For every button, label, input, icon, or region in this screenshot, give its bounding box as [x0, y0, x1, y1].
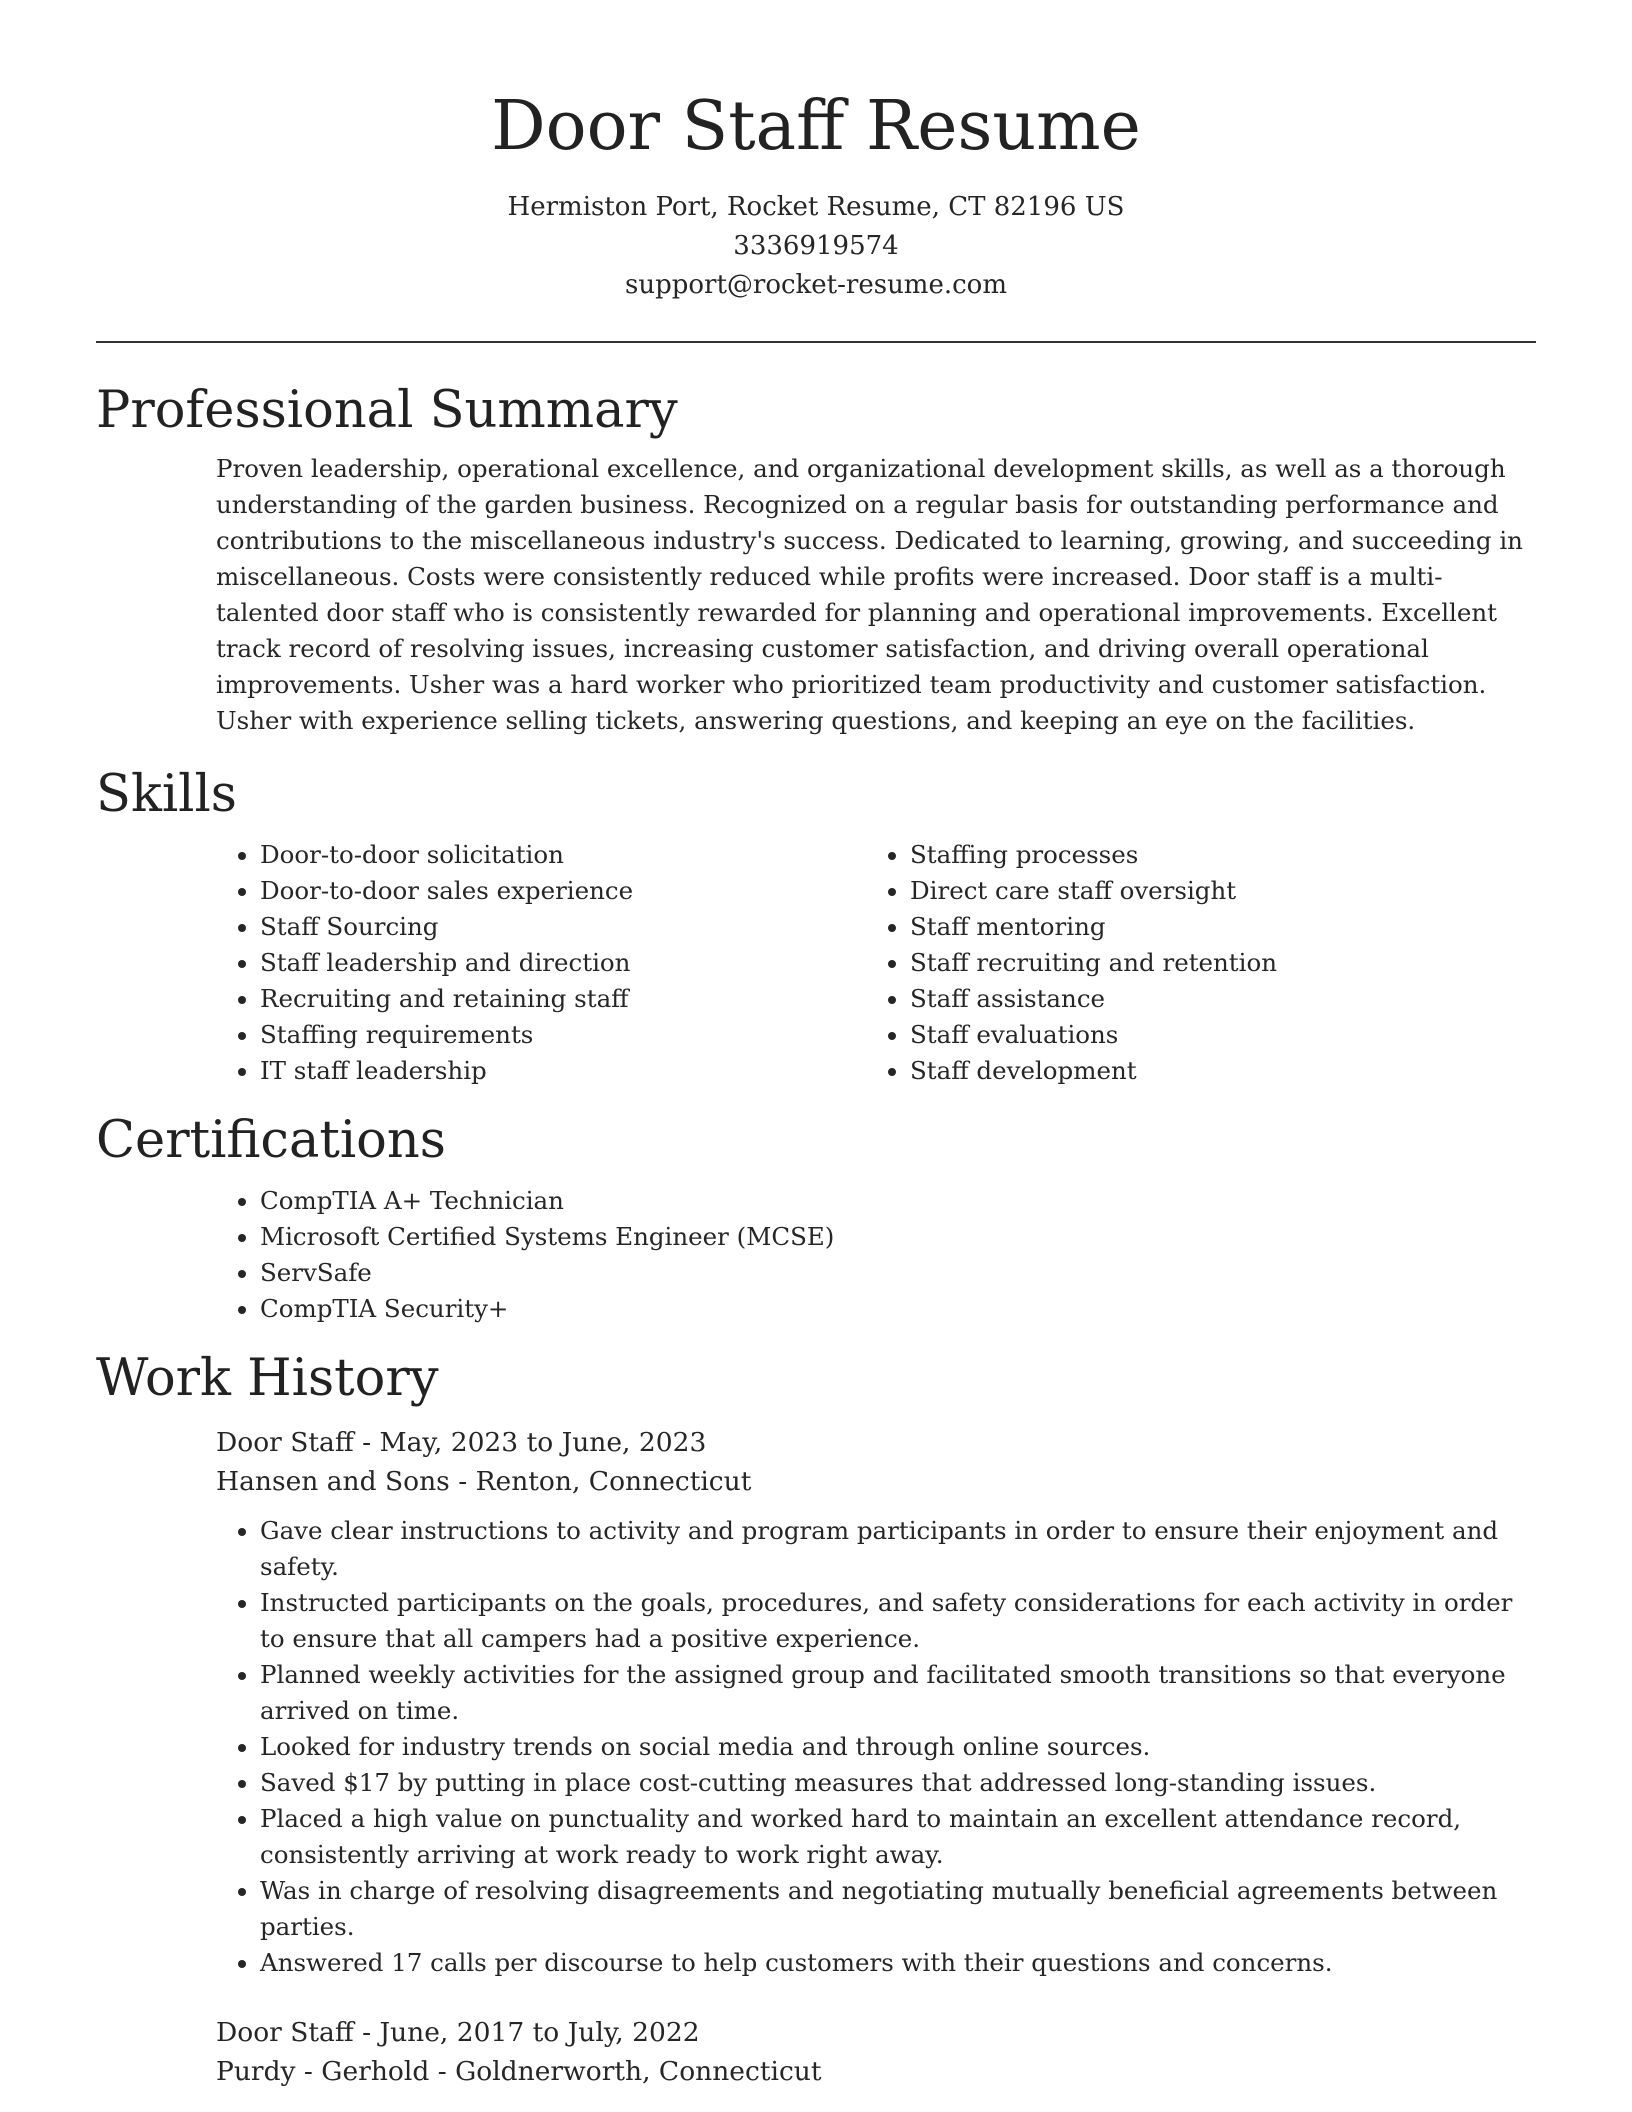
job-entry: [216, 1423, 1536, 1981]
certification-item: • ServSafe: [260, 1255, 1536, 1291]
job-entry: [216, 2013, 1536, 2091]
resume-title: Door Staff Resume: [491, 87, 1141, 166]
skills-heading: Skills: [96, 765, 237, 824]
certification-item: • Microsoft Certified Systems Engineer (MCSE): [260, 1219, 1536, 1255]
skills-list-right: [866, 837, 1516, 1089]
skill-item: • Staff leadership and direction: [260, 945, 866, 981]
skill-item: • Door-to-door solicitation: [260, 837, 866, 873]
skill-item: • Staff Sourcing: [260, 909, 866, 945]
skill-item: • Door-to-door sales experience: [260, 873, 866, 909]
certifications-list: [216, 1183, 1536, 1327]
job-title-dates: Door Staff - June, 2017 to July, 2022: [216, 2017, 700, 2048]
job-bullet: • Placed a high value on punctuality and worked hard to maintain an excellent attendance record, consistently arriving at work ready to work right away.: [260, 1801, 1536, 1873]
work-history-section: [216, 1423, 1536, 2091]
skill-item: • Staffing requirements: [260, 1017, 866, 1053]
job-bullet-list: [216, 1513, 1536, 1981]
skill-item: • Staff recruiting and retention: [910, 945, 1516, 981]
skill-item: • Staff development: [910, 1053, 1516, 1089]
work-history-heading: Work History: [96, 1349, 439, 1408]
skill-item: • Recruiting and retaining staff: [260, 981, 866, 1017]
job-bullet: • Was in charge of resolving disagreements and negotiating mutually beneficial agreements between parties.: [260, 1873, 1536, 1945]
summary-heading: Professional Summary: [96, 381, 678, 440]
resume-page: [96, 0, 1536, 2091]
resume-header: [96, 0, 1536, 305]
job-bullet: • Planned weekly activities for the assigned group and facilitated smooth transitions so that everyone arrived on time.: [260, 1657, 1536, 1729]
job-bullet: • Gave clear instructions to activity and program participants in order to ensure their enjoyment and safety.: [260, 1513, 1536, 1585]
job-company-location: Purdy - Gerhold - Goldnerworth, Connecticut: [216, 2056, 822, 2087]
skills-section: [216, 837, 1536, 1089]
summary-section: [216, 451, 1536, 739]
skills-list-left: [216, 837, 866, 1089]
skill-item: • Staff assistance: [910, 981, 1516, 1017]
header-divider: [96, 341, 1536, 343]
job-bullet: • Saved $17 by putting in place cost-cutting measures that addressed long-standing issues.: [260, 1765, 1536, 1801]
certifications-section: [216, 1183, 1536, 1327]
certification-item: • CompTIA Security+: [260, 1291, 1536, 1327]
certification-item: • CompTIA A+ Technician: [260, 1183, 1536, 1219]
job-bullet: • Answered 17 calls per discourse to help customers with their questions and concerns.: [260, 1945, 1536, 1981]
skills-column-right: [866, 837, 1516, 1089]
contact-address: Hermiston Port, Rocket Resume, CT 82196 US: [507, 192, 1125, 222]
skill-item: • IT staff leadership: [260, 1053, 866, 1089]
contact-phone: 3336919574: [733, 231, 899, 261]
job-company-location: Hansen and Sons - Renton, Connecticut: [216, 1466, 752, 1497]
skill-item: • Staff evaluations: [910, 1017, 1516, 1053]
contact-email: support@rocket-resume.com: [624, 270, 1007, 300]
skills-column-left: [216, 837, 866, 1089]
skill-item: • Staffing processes: [910, 837, 1516, 873]
certifications-heading: Certifications: [96, 1111, 446, 1170]
summary-text: Proven leadership, operational excellence, and organizational development skills, as well as a thorough understanding of the garden business. Recognized on a regular basis for outstanding performance and contributions to the miscellaneous industry's success. Dedicated to learning, growing, and succeeding in miscellaneous. Costs were consistently reduced while profits were increased. Door staff is a multi-talented door staff who is consistently rewarded for planning and operational improvements. Excellent track record of resolving issues, increasing customer satisfaction, and driving overall operational improvements. Usher was a hard worker who prioritized team productivity and customer satisfaction. Usher with experience selling tickets, answering questions, and keeping an eye on the facilities.: [216, 454, 1523, 735]
job-title-dates: Door Staff - May, 2023 to June, 2023: [216, 1427, 707, 1458]
skill-item: • Direct care staff oversight: [910, 873, 1516, 909]
job-bullet: • Instructed participants on the goals, procedures, and safety considerations for each activity in order to ensure that all campers had a positive experience.: [260, 1585, 1536, 1657]
skill-item: • Staff mentoring: [910, 909, 1516, 945]
job-bullet: • Looked for industry trends on social media and through online sources.: [260, 1729, 1536, 1765]
